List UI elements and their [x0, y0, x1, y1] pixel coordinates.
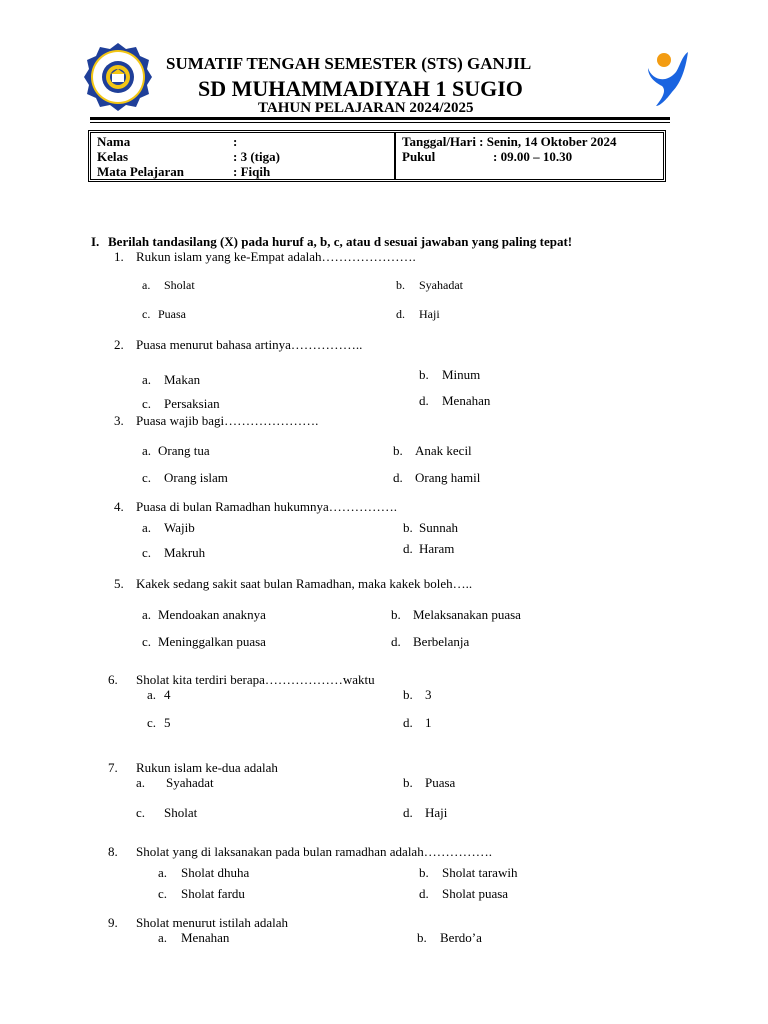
option-letter: c.	[158, 886, 168, 901]
question-text: Sholat kita terdiri berapa………………waktu	[136, 672, 375, 687]
option-text: 1	[425, 715, 432, 730]
option-text: Berdo’a	[440, 930, 482, 945]
option-letter: d.	[393, 470, 403, 485]
question-number: 2.	[114, 337, 124, 352]
question-text: Puasa wajib bagi………………….	[136, 413, 319, 428]
option-letter: c.	[142, 470, 152, 485]
option-text: Orang hamil	[415, 470, 481, 485]
option-text: Makan	[164, 372, 201, 387]
option-letter: d.	[403, 715, 413, 730]
option-letter: c.	[142, 307, 151, 321]
option-text: Meninggalkan puasa	[158, 634, 266, 649]
school-name: SD MUHAMMADIYAH 1 SUGIO	[198, 76, 523, 101]
option-text: Anak kecil	[415, 443, 472, 458]
option-text: Menahan	[181, 930, 230, 945]
question-text: Puasa menurut bahasa artinya……………..	[136, 337, 363, 352]
question-number: 9.	[108, 915, 118, 930]
question-text: Rukun islam yang ke-Empat adalah………………….	[136, 249, 416, 264]
question-text: Kakek sedang sakit saat bulan Ramadhan, maka kakek boleh…..	[136, 576, 473, 591]
option-letter: a.	[142, 443, 152, 458]
question-number: 8.	[108, 844, 118, 859]
header-rule-thin	[90, 122, 670, 123]
option-letter: d.	[403, 805, 413, 820]
school-seal-logo	[82, 42, 154, 112]
option-letter: c.	[142, 634, 152, 649]
option-letter: b.	[417, 930, 427, 945]
option-text: Haram	[419, 541, 455, 556]
option-letter: a.	[142, 278, 151, 292]
nama-value: :	[233, 134, 238, 149]
option-text: Haji	[425, 805, 448, 820]
option-text: Sholat puasa	[442, 886, 509, 901]
option-letter: a.	[158, 930, 168, 945]
option-letter: a.	[158, 865, 168, 880]
option-letter: b.	[403, 520, 413, 535]
option-letter: b.	[391, 607, 401, 622]
option-text: Wajib	[164, 520, 195, 535]
option-text: Makruh	[164, 545, 206, 560]
question-number: 3.	[114, 413, 124, 428]
question-text: Sholat yang di laksanakan pada bulan ramadhan adalah…………….	[136, 844, 492, 859]
option-letter: c.	[142, 396, 152, 411]
question-number: 6.	[108, 672, 118, 687]
option-text: Sholat dhuha	[181, 865, 250, 880]
option-letter: a.	[142, 520, 152, 535]
mapel-label: Mata Pelajaran	[97, 164, 185, 179]
option-text: Melaksanakan puasa	[413, 607, 521, 622]
option-letter: a.	[147, 687, 157, 702]
option-text: Puasa	[158, 307, 186, 321]
option-text: Sholat fardu	[181, 886, 245, 901]
option-text: Orang islam	[164, 470, 228, 485]
info-box-divider	[394, 132, 396, 180]
option-letter: b.	[403, 687, 413, 702]
question-number: 7.	[108, 760, 118, 775]
option-letter: d.	[391, 634, 401, 649]
option-text: Puasa	[425, 775, 456, 790]
question-number: 4.	[114, 499, 124, 514]
option-text: Menahan	[442, 393, 491, 408]
option-text: Minum	[442, 367, 481, 382]
section-number: I.	[91, 234, 100, 249]
option-letter: c.	[136, 805, 146, 820]
option-letter: d.	[419, 393, 429, 408]
section-instruction: Berilah tandasilang (X) pada huruf a, b, c, atau d sesuai jawaban yang paling tepat!	[108, 234, 573, 249]
option-text: Persaksian	[164, 396, 220, 411]
option-text: 5	[164, 715, 171, 730]
pukul-value: : 09.00 – 10.30	[493, 149, 573, 164]
option-text: Sholat	[164, 278, 195, 292]
option-letter: d.	[419, 886, 429, 901]
pukul-label: Pukul	[402, 149, 436, 164]
nama-label: Nama	[97, 134, 131, 149]
option-text: Sholat tarawih	[442, 865, 518, 880]
option-text: Mendoakan anaknya	[158, 607, 266, 622]
mapel-value: : Fiqih	[233, 164, 271, 179]
kelas-label: Kelas	[97, 149, 129, 164]
option-text: Berbelanja	[413, 634, 470, 649]
option-letter: b.	[393, 443, 403, 458]
option-text: Sholat	[164, 805, 198, 820]
option-letter: c.	[147, 715, 157, 730]
option-text: 4	[164, 687, 171, 702]
question-number: 5.	[114, 576, 124, 591]
exam-title: SUMATIF TENGAH SEMESTER (STS) GANJIL	[166, 54, 532, 73]
question-text: Puasa di bulan Ramadhan hukumnya…………….	[136, 499, 398, 514]
option-letter: b.	[403, 775, 413, 790]
option-text: Orang tua	[158, 443, 210, 458]
question-number: 1.	[114, 249, 124, 264]
option-letter: a.	[142, 607, 152, 622]
option-letter: b.	[396, 278, 405, 292]
option-letter: d.	[396, 307, 405, 321]
option-text: Sunnah	[419, 520, 458, 535]
tanggal-hari: Tanggal/Hari : Senin, 14 Oktober 2024	[402, 134, 617, 149]
option-letter: b.	[419, 367, 429, 382]
option-letter: c.	[142, 545, 152, 560]
question-text: Rukun islam ke-dua adalah	[136, 760, 278, 775]
option-letter: d.	[403, 541, 413, 556]
kelas-value: : 3 (tiga)	[233, 149, 280, 164]
option-text: Haji	[419, 307, 440, 321]
option-letter: a.	[136, 775, 146, 790]
option-text: Syahadat	[166, 775, 214, 790]
option-letter: a.	[142, 372, 152, 387]
option-text: 3	[425, 687, 432, 702]
academic-year: TAHUN PELAJARAN 2024/2025	[258, 100, 474, 116]
option-letter: b.	[419, 865, 429, 880]
header-rule-thick	[90, 117, 670, 120]
brand-logo	[642, 46, 692, 108]
option-text: Syahadat	[419, 278, 463, 292]
question-text: Sholat menurut istilah adalah	[136, 915, 288, 930]
